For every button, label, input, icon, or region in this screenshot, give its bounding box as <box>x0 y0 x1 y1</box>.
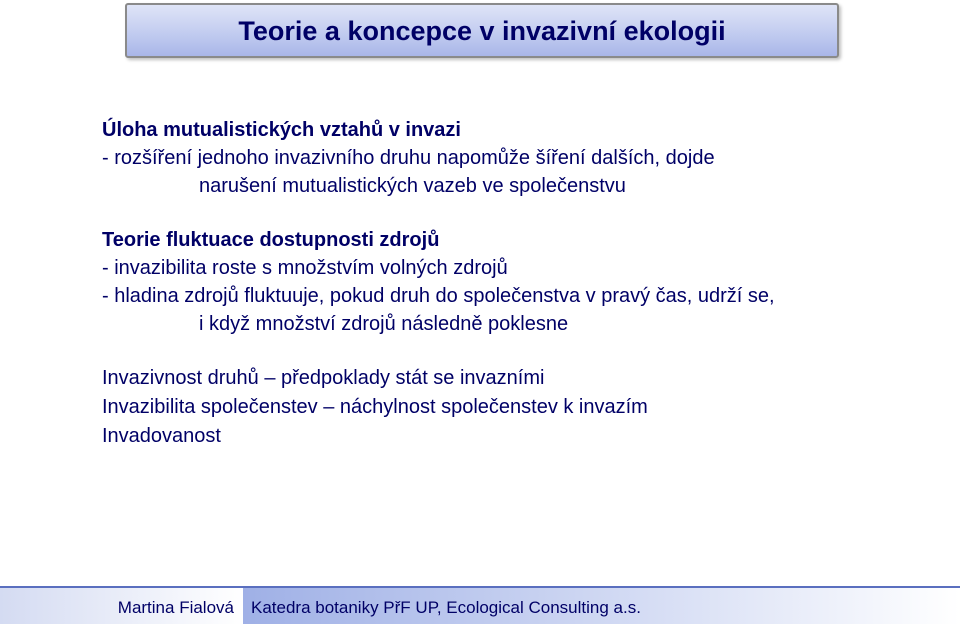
bullet-line: - invazibilita roste s množstvím volných zdrojů <box>102 257 508 279</box>
section-definitions <box>102 364 942 451</box>
bullet-line: - rozšíření jednoho invazivního druhu napomůže šíření dalších, dojde <box>102 147 715 169</box>
footer-affiliation: Katedra botaniky PřF UP, Ecological Consulting a.s. <box>251 598 641 617</box>
footer-author: Martina Fialová <box>117 598 234 617</box>
slide-title-box <box>125 3 839 58</box>
definition-line: Invadovanost <box>102 425 221 447</box>
section-resource-fluctuation <box>102 226 942 338</box>
definition-line: Invazivnost druhů – předpoklady stát se invazními <box>102 367 545 389</box>
footer-affiliation-panel <box>243 586 960 624</box>
definition-line: Invazibilita společenstev – náchylnost společenstev k invazím <box>102 396 648 418</box>
section-heading: Teorie fluktuace dostupnosti zdrojů <box>102 229 440 251</box>
slide-content <box>102 116 942 451</box>
slide-footer <box>0 586 960 622</box>
footer-author-panel <box>0 586 243 624</box>
section-heading: Úloha mutualistických vztahů v invazi <box>102 119 461 141</box>
bullet-line: - hladina zdrojů fluktuuje, pokud druh do společenstva v pravý čas, udrží se, <box>102 285 775 307</box>
bullet-continuation: narušení mutualistických vazeb ve společenstvu <box>199 175 626 197</box>
bullet-continuation: i když množství zdrojů následně poklesne <box>199 313 569 335</box>
slide-title: Teorie a koncepce v invazivní ekologii <box>238 16 726 46</box>
section-mutualism <box>102 116 942 200</box>
